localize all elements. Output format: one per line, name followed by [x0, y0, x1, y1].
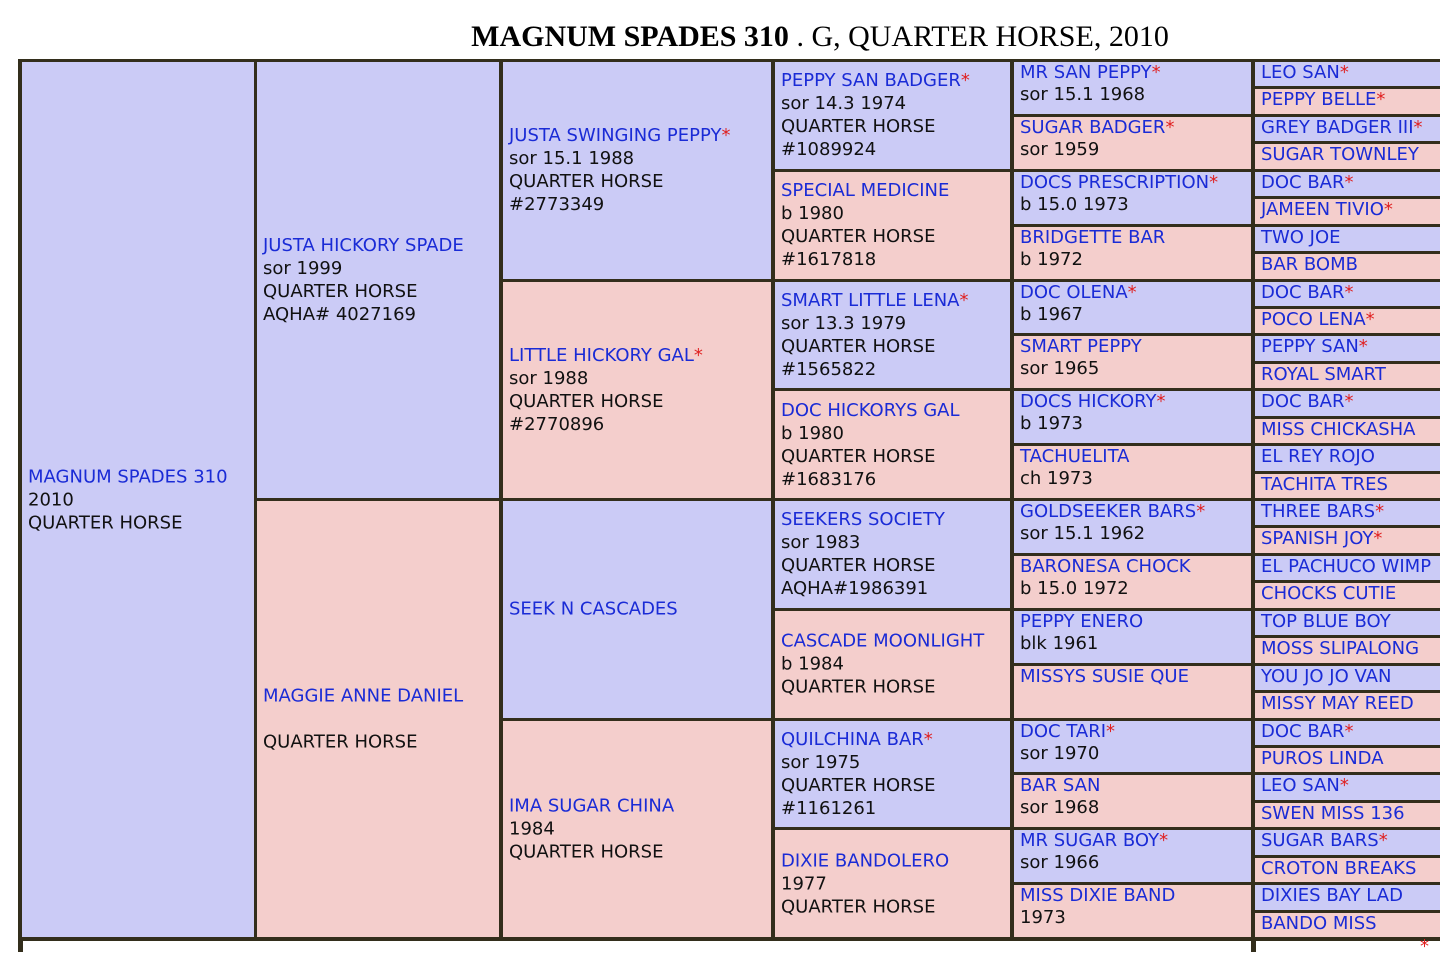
- star-marker: *: [1159, 830, 1169, 852]
- horse-detail-line: sor 1983: [781, 532, 861, 554]
- horse-detail-line: #1683176: [781, 468, 877, 490]
- pedigree-cell: [1255, 117, 1440, 141]
- pedigree-cell: [775, 721, 1010, 828]
- horse-detail-line: sor 14.3 1974: [781, 93, 907, 115]
- horse-detail-line: sor 13.3 1979: [781, 312, 907, 334]
- horse-detail-line: sor 15.1 1988: [509, 148, 635, 170]
- horse-name-link[interactable]: PEPPY SAN: [1261, 336, 1359, 358]
- horse-name-link[interactable]: SPANISH JOY: [1261, 528, 1374, 550]
- pedigree-cell: [257, 62, 499, 498]
- horse-name-link[interactable]: DOC BAR: [1261, 171, 1345, 193]
- pedigree-cell: [1014, 446, 1251, 498]
- horse-name-link[interactable]: BRIDGETTE BAR: [1020, 226, 1166, 248]
- pedigree-cell: [503, 721, 771, 938]
- pedigree-cell: [1014, 172, 1251, 224]
- star-marker: *: [1156, 391, 1166, 413]
- star-marker: *: [1196, 501, 1206, 522]
- pedigree-cell: [1255, 583, 1440, 607]
- pedigree-cell: [1255, 666, 1440, 690]
- horse-name-link[interactable]: SPECIAL MEDICINE: [781, 180, 950, 202]
- horse-detail-line: sor 1966: [1020, 852, 1100, 874]
- horse-detail-line: b 1967: [1020, 303, 1083, 325]
- pedigree-cell: [1255, 391, 1440, 415]
- pedigree-cell: [1014, 282, 1251, 334]
- horse-name-link[interactable]: IMA SUGAR CHINA: [509, 795, 675, 817]
- horse-name-link[interactable]: BARONESA CHOCK: [1020, 555, 1191, 577]
- horse-name-link[interactable]: DOC OLENA: [1020, 281, 1128, 303]
- horse-name-link[interactable]: SMART PEPPY: [1020, 336, 1142, 358]
- horse-name-link[interactable]: POCO LENA: [1261, 308, 1366, 330]
- pedigree-cell: [1255, 89, 1440, 113]
- star-marker: *: [1373, 528, 1383, 550]
- horse-detail-line: sor 1975: [781, 751, 861, 773]
- horse-detail-line: QUARTER HORSE: [781, 226, 936, 248]
- horse-name-link[interactable]: SEEKERS SOCIETY: [781, 509, 945, 531]
- horse-detail-line: b 1984: [781, 653, 844, 675]
- pedigree-cell: [775, 172, 1010, 279]
- horse-detail-line: ch 1973: [1020, 468, 1093, 490]
- star-marker: *: [1365, 308, 1375, 330]
- star-marker: *: [721, 125, 731, 147]
- horse-name-link[interactable]: QUILCHINA BAR: [781, 728, 924, 750]
- page-title: [0, 20, 1440, 54]
- pedigree-cell: [1014, 611, 1251, 663]
- pedigree-cell: [1014, 62, 1251, 114]
- next-table-cell: [1256, 941, 1440, 952]
- pedigree-cell: [1255, 501, 1440, 525]
- horse-name-link[interactable]: DOCS PRESCRIPTION: [1020, 171, 1210, 193]
- horse-name-link[interactable]: SUGAR BADGER: [1020, 116, 1166, 138]
- pedigree-cell: [775, 611, 1010, 718]
- horse-detail-line: b 1980: [781, 203, 844, 225]
- horse-name-link[interactable]: DOC BAR: [1261, 391, 1345, 413]
- horse-detail-line: 2010: [28, 489, 74, 510]
- horse-detail-line: #2773349: [509, 194, 605, 216]
- horse-name-link[interactable]: CASCADE MOONLIGHT: [781, 630, 985, 652]
- horse-name-link[interactable]: MR SAN PEPPY: [1020, 62, 1152, 83]
- horse-name-link[interactable]: EL PACHUCO WIMP: [1261, 555, 1432, 577]
- star-marker: *: [1344, 720, 1354, 742]
- horse-detail-line: b 1980: [781, 422, 844, 444]
- pedigree-cell: [503, 501, 771, 718]
- pedigree-cell: [1014, 391, 1251, 443]
- pedigree-cell: [1255, 282, 1440, 306]
- star-marker: *: [1209, 171, 1219, 193]
- next-table-cell: [23, 941, 1251, 952]
- star-marker: *: [1106, 720, 1116, 742]
- horse-detail-line: #1161261: [781, 797, 877, 819]
- pedigree-cell: [1255, 693, 1440, 717]
- horse-name-link[interactable]: CHOCKS CUTIE: [1261, 583, 1397, 605]
- pedigree-cell: [1255, 556, 1440, 580]
- pedigree-cell: [1014, 501, 1251, 553]
- horse-name-link[interactable]: PEPPY SAN BADGER: [781, 70, 961, 92]
- pedigree-cell: [1255, 446, 1440, 470]
- horse-detail-line: [263, 708, 497, 731]
- star-marker: *: [1339, 775, 1349, 797]
- horse-detail-line: QUARTER HORSE: [28, 512, 183, 533]
- horse-name-link[interactable]: JUSTA SWINGING PEPPY: [509, 125, 722, 147]
- horse-name-link[interactable]: TWO JOE: [1261, 226, 1341, 248]
- horse-name-link[interactable]: DOC HICKORYS GAL: [781, 399, 960, 421]
- pedigree-cell: [1014, 775, 1251, 827]
- pedigree-cell: [1255, 638, 1440, 662]
- horse-detail-line: sor 15.1 1962: [1020, 523, 1146, 544]
- horse-detail-line: QUARTER HORSE: [781, 774, 936, 796]
- horse-detail-line: QUARTER HORSE: [781, 676, 936, 698]
- horse-name-link[interactable]: MAGGIE ANNE DANIEL: [263, 685, 464, 707]
- horse-detail-line: b 1972: [1020, 248, 1083, 270]
- horse-name-link[interactable]: DOCS HICKORY: [1020, 391, 1157, 413]
- horse-detail-line: #2770896: [509, 413, 605, 435]
- star-marker: *: [1375, 501, 1385, 522]
- horse-detail-line: sor 15.1 1968: [1020, 84, 1146, 105]
- pedigree-cell: [1255, 611, 1440, 635]
- pedigree-cell: [1255, 419, 1440, 443]
- horse-name-link[interactable]: PUROS LINDA: [1261, 747, 1384, 769]
- title-details: . G, QUARTER HORSE, 2010: [788, 20, 1169, 53]
- horse-name-link[interactable]: MAGNUM SPADES 310: [28, 466, 228, 487]
- pedigree-cell: [775, 501, 1010, 608]
- horse-name-link[interactable]: YOU JO JO VAN: [1261, 665, 1392, 687]
- horse-detail-line: blk 1961: [1020, 632, 1099, 654]
- star-marker: *: [1358, 336, 1368, 358]
- horse-name-link[interactable]: SWEN MISS 136: [1261, 802, 1405, 824]
- horse-name-link[interactable]: MR SUGAR BOY: [1020, 830, 1160, 852]
- pedigree-cell: [775, 391, 1010, 498]
- pedigree-cell: [503, 62, 771, 279]
- horse-detail-line: QUARTER HORSE: [781, 896, 936, 918]
- star-marker: *: [1376, 89, 1386, 111]
- horse-detail-line: 1977: [781, 873, 827, 895]
- star-marker: *: [693, 344, 703, 366]
- horse-name-link[interactable]: TACHUELITA: [1020, 446, 1130, 468]
- next-table-star: *: [1420, 936, 1429, 957]
- horse-detail-line: QUARTER HORSE: [781, 555, 936, 577]
- pedigree-cell: [1255, 858, 1440, 882]
- horse-detail-line: QUARTER HORSE: [781, 335, 936, 357]
- pedigree-cell: [1255, 830, 1440, 854]
- star-marker: *: [1344, 281, 1354, 303]
- pedigree-cell: [1255, 309, 1440, 333]
- pedigree-cell: [257, 501, 499, 937]
- horse-name-link[interactable]: DIXIE BANDOLERO: [781, 850, 950, 872]
- horse-detail-line: QUARTER HORSE: [263, 281, 418, 302]
- star-marker: *: [960, 70, 970, 92]
- horse-name-link[interactable]: LEO SAN: [1261, 775, 1340, 797]
- horse-name-link[interactable]: MOSS SLIPALONG: [1261, 638, 1420, 660]
- pedigree-cell: [1014, 885, 1251, 937]
- horse-detail-line: sor 1968: [1020, 797, 1100, 819]
- pedigree-cell: [1255, 748, 1440, 772]
- horse-name-link[interactable]: TOP BLUE BOY: [1261, 610, 1391, 632]
- star-marker: *: [959, 289, 969, 311]
- horse-detail-line: b 15.0 1972: [1020, 577, 1129, 599]
- pedigree-chart: [18, 59, 1440, 952]
- horse-name-link[interactable]: DOC TARI: [1020, 720, 1107, 742]
- pedigree-cell: [1014, 227, 1251, 279]
- horse-name-link[interactable]: JAMEEN TIVIO: [1261, 199, 1384, 221]
- horse-name-link[interactable]: SUGAR BARS: [1261, 830, 1379, 852]
- horse-name-link[interactable]: MISSY MAY REED: [1261, 693, 1414, 715]
- horse-detail-line: #1089924: [781, 139, 877, 161]
- star-marker: *: [1344, 391, 1354, 413]
- pedigree-cell: [1255, 172, 1440, 196]
- horse-name-link[interactable]: BAR SAN: [1020, 775, 1101, 797]
- pedigree-cell: [1014, 830, 1251, 882]
- horse-name-link[interactable]: SMART LITTLE LENA: [781, 289, 960, 311]
- pedigree-cell: [1255, 144, 1440, 168]
- horse-detail-line: sor 1965: [1020, 358, 1100, 380]
- horse-name-link[interactable]: MISS DIXIE BAND: [1020, 885, 1176, 907]
- horse-name-link[interactable]: DIXIES BAY LAD: [1261, 885, 1403, 907]
- title-horse-name: MAGNUM SPADES 310: [471, 20, 789, 53]
- pedigree-cell: [775, 62, 1010, 169]
- horse-name-link[interactable]: THREE BARS: [1261, 501, 1376, 522]
- pedigree-cell: [1014, 336, 1251, 388]
- horse-detail-line: #1565822: [781, 358, 877, 380]
- horse-detail-line: 1973: [1020, 907, 1066, 929]
- horse-detail-line: QUARTER HORSE: [509, 390, 664, 412]
- horse-detail-line: #1617818: [781, 249, 877, 271]
- horse-name-link[interactable]: GREY BADGER III: [1261, 116, 1414, 138]
- pedigree-cell: [1255, 364, 1440, 388]
- horse-detail-line: sor 1959: [1020, 138, 1100, 160]
- horse-detail-line: sor 1988: [509, 367, 589, 389]
- horse-detail-line: QUARTER HORSE: [781, 116, 936, 138]
- pedigree-cell: [1014, 556, 1251, 608]
- pedigree-cell: [1255, 803, 1440, 827]
- pedigree-cell: [503, 282, 771, 499]
- horse-name-link[interactable]: SEEK N CASCADES: [509, 598, 678, 620]
- star-marker: *: [1383, 199, 1393, 221]
- horse-detail-line: QUARTER HORSE: [781, 445, 936, 467]
- horse-detail-line: QUARTER HORSE: [263, 731, 418, 753]
- horse-name-link[interactable]: PEPPY ENERO: [1020, 610, 1144, 632]
- star-marker: *: [1339, 62, 1349, 83]
- pedigree-cell: [1014, 666, 1251, 718]
- horse-name-link[interactable]: MISSYS SUSIE QUE: [1020, 665, 1189, 687]
- pedigree-cell: [1255, 721, 1440, 745]
- horse-name-link[interactable]: BAR BOMB: [1261, 254, 1358, 276]
- pedigree-cell: [1014, 721, 1251, 773]
- horse-detail-line: 1984: [509, 818, 555, 840]
- pedigree-cell: [1014, 117, 1251, 169]
- pedigree-cell: [1255, 336, 1440, 360]
- horse-name-link[interactable]: CROTON BREAKS: [1261, 857, 1417, 879]
- horse-detail-line: b 15.0 1973: [1020, 193, 1129, 215]
- pedigree-cell: [1255, 474, 1440, 498]
- pedigree-cell: [22, 62, 254, 937]
- horse-detail-line: sor 1970: [1020, 742, 1100, 764]
- star-marker: *: [1151, 62, 1161, 83]
- horse-name-link[interactable]: GOLDSEEKER BARS: [1020, 501, 1197, 522]
- horse-detail-line: QUARTER HORSE: [509, 841, 664, 863]
- pedigree-cell: [1255, 913, 1440, 937]
- horse-name-link[interactable]: EL REY ROJO: [1261, 446, 1375, 468]
- horse-name-link[interactable]: DOC BAR: [1261, 281, 1345, 303]
- pedigree-cell: [1255, 885, 1440, 909]
- pedigree-cell: [1255, 528, 1440, 552]
- horse-name-link[interactable]: SUGAR TOWNLEY: [1261, 144, 1419, 166]
- horse-detail-line: b 1973: [1020, 413, 1083, 435]
- horse-detail-line: QUARTER HORSE: [509, 171, 664, 193]
- star-marker: *: [1378, 830, 1388, 852]
- horse-detail-line: AQHA# 4027169: [263, 304, 416, 325]
- horse-name-link[interactable]: PEPPY BELLE: [1261, 89, 1377, 111]
- horse-name-link[interactable]: TACHITA TRES: [1261, 473, 1388, 495]
- pedigree-cell: [1255, 62, 1440, 86]
- star-marker: *: [1127, 281, 1137, 303]
- horse-detail-line: AQHA#1986391: [781, 578, 929, 600]
- star-marker: *: [1165, 116, 1175, 138]
- pedigree-cell: [775, 282, 1010, 389]
- pedigree-cell: [1255, 775, 1440, 799]
- pedigree-cell: [1255, 254, 1440, 278]
- pedigree-cell: [775, 830, 1010, 937]
- star-marker: *: [923, 728, 933, 750]
- horse-name-link[interactable]: DOC BAR: [1261, 720, 1345, 742]
- horse-name-link[interactable]: LEO SAN: [1261, 62, 1340, 83]
- pedigree-cell: [1255, 199, 1440, 223]
- horse-name-link[interactable]: JUSTA HICKORY SPADE: [263, 235, 464, 256]
- horse-name-link[interactable]: BANDO MISS: [1261, 912, 1377, 934]
- horse-name-link[interactable]: MISS CHICKASHA: [1261, 418, 1416, 440]
- horse-detail-line: sor 1999: [263, 258, 343, 279]
- star-marker: *: [1413, 116, 1423, 138]
- horse-name-link[interactable]: LITTLE HICKORY GAL: [509, 344, 694, 366]
- star-marker: *: [1344, 171, 1354, 193]
- pedigree-cell: [1255, 227, 1440, 251]
- horse-name-link[interactable]: ROYAL SMART: [1261, 363, 1386, 385]
